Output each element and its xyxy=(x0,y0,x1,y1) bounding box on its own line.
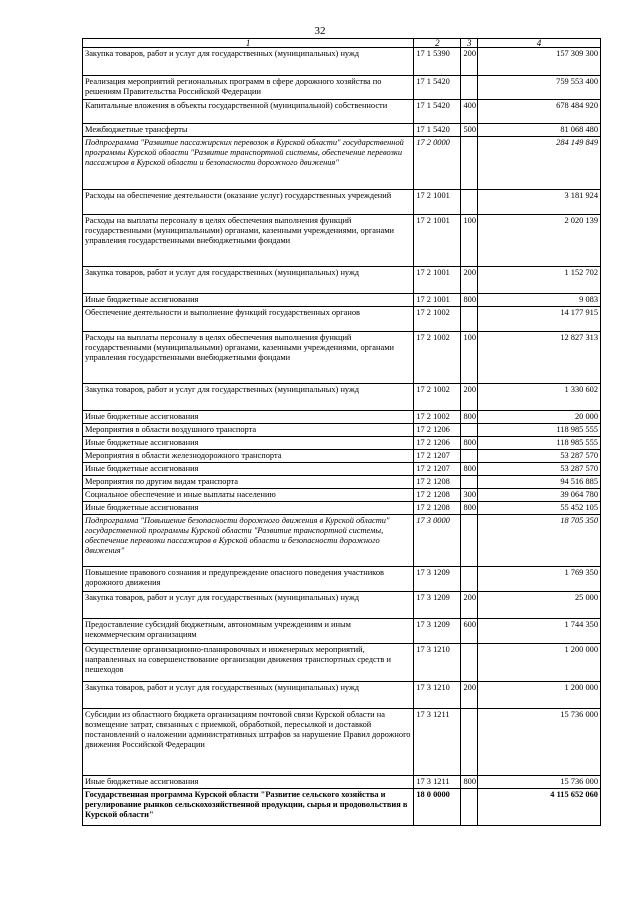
row-code-cell: 17 2 1208 xyxy=(414,502,461,515)
row-name-cell: Повышение правового сознания и предупреждение опасного поведения участников дорожного движения xyxy=(83,567,414,592)
row-expense-type-cell: 400 xyxy=(461,100,477,124)
header-col-1: 1 xyxy=(83,39,414,48)
table-row xyxy=(83,411,601,424)
row-code-cell: 17 3 1209 xyxy=(414,619,461,644)
row-name-cell: Субсидии из областного бюджета организациям почтовой связи Курской области на возмещение затрат, связанных с приемкой, обработкой, пересылкой и доставкой постановлений о наложении административных штрафов за нарушение Правил дорожного движения Российской Федерации xyxy=(83,709,414,776)
row-code-cell: 17 2 1001 xyxy=(414,190,461,215)
table-row xyxy=(83,294,601,307)
row-code-cell: 17 2 1207 xyxy=(414,463,461,476)
row-name-cell: Социальное обеспечение и иные выплаты населению xyxy=(83,489,414,502)
row-code-cell: 17 3 1209 xyxy=(414,592,461,619)
row-code-cell: 17 1 5420 xyxy=(414,100,461,124)
row-expense-type-cell: 200 xyxy=(461,384,477,411)
row-amount-cell: 25 000 xyxy=(477,592,600,619)
row-code-cell: 17 2 1002 xyxy=(414,307,461,332)
row-amount-cell: 53 287 570 xyxy=(477,450,600,463)
table-row xyxy=(83,190,601,215)
table-row xyxy=(83,502,601,515)
page-number: 32 xyxy=(314,25,326,37)
row-amount-cell: 1 744 350 xyxy=(477,619,600,644)
row-code-cell: 17 2 1002 xyxy=(414,332,461,384)
table-row xyxy=(83,489,601,502)
header-col-4: 4 xyxy=(477,39,600,48)
table-row xyxy=(83,76,601,100)
row-name-cell: Мероприятия в области железнодорожного транспорта xyxy=(83,450,414,463)
row-expense-type-cell: 800 xyxy=(461,502,477,515)
row-code-cell: 17 2 1206 xyxy=(414,424,461,437)
row-expense-type-cell xyxy=(461,137,477,190)
table-row xyxy=(83,48,601,76)
row-name-cell: Закупка товаров, работ и услуг для государственных (муниципальных) нужд xyxy=(83,48,414,76)
row-expense-type-cell xyxy=(461,190,477,215)
row-code-cell: 17 3 1211 xyxy=(414,709,461,776)
row-code-cell: 17 1 5420 xyxy=(414,76,461,100)
row-code-cell: 17 3 1211 xyxy=(414,776,461,789)
row-code-cell: 17 2 1208 xyxy=(414,489,461,502)
row-expense-type-cell: 200 xyxy=(461,682,477,709)
row-code-cell: 17 3 0000 xyxy=(414,515,461,567)
row-code-cell: 17 2 1001 xyxy=(414,294,461,307)
row-amount-cell: 94 516 885 xyxy=(477,476,600,489)
budget-table xyxy=(82,38,601,826)
row-code-cell: 17 2 1207 xyxy=(414,450,461,463)
row-name-cell: Предоставление субсидий бюджетным, автономным учреждениям и иным некоммерческим организациям xyxy=(83,619,414,644)
row-expense-type-cell: 800 xyxy=(461,411,477,424)
row-amount-cell: 118 985 555 xyxy=(477,437,600,450)
table-row xyxy=(83,124,601,137)
table-row xyxy=(83,567,601,592)
row-name-cell: Расходы на обеспечение деятельности (оказание услуг) государственных учреждений xyxy=(83,190,414,215)
row-name-cell: Закупка товаров, работ и услуг для государственных (муниципальных) нужд xyxy=(83,384,414,411)
row-name-cell: Иные бюджетные ассигнования xyxy=(83,463,414,476)
row-expense-type-cell xyxy=(461,76,477,100)
row-amount-cell: 2 020 139 xyxy=(477,215,600,267)
row-expense-type-cell: 100 xyxy=(461,332,477,384)
row-name-cell: Осуществление организационно-планировочных и инженерных мероприятий, направленных на совершенствование организации движения транспортных средств и пешеходов xyxy=(83,644,414,682)
row-amount-cell: 15 736 000 xyxy=(477,776,600,789)
row-name-cell: Иные бюджетные ассигнования xyxy=(83,411,414,424)
row-amount-cell: 118 985 555 xyxy=(477,424,600,437)
row-code-cell: 17 2 1002 xyxy=(414,384,461,411)
row-code-cell: 17 2 1002 xyxy=(414,411,461,424)
row-expense-type-cell xyxy=(461,476,477,489)
row-expense-type-cell: 200 xyxy=(461,48,477,76)
table-row xyxy=(83,332,601,384)
row-name-cell: Иные бюджетные ассигнования xyxy=(83,776,414,789)
row-name-cell: Закупка товаров, работ и услуг для государственных (муниципальных) нужд xyxy=(83,267,414,294)
row-code-cell: 17 1 5420 xyxy=(414,124,461,137)
row-name-cell: Реализация мероприятий региональных программ в сфере дорожного хозяйства по решениям Правительства Российской Федерации xyxy=(83,76,414,100)
table-row xyxy=(83,307,601,332)
table-row xyxy=(83,463,601,476)
row-name-cell: Межбюджетные трансферты xyxy=(83,124,414,137)
row-amount-cell: 14 177 915 xyxy=(477,307,600,332)
row-name-cell: Иные бюджетные ассигнования xyxy=(83,502,414,515)
table-row xyxy=(83,100,601,124)
row-expense-type-cell xyxy=(461,515,477,567)
row-name-cell: Иные бюджетные ассигнования xyxy=(83,294,414,307)
row-name-cell: Закупка товаров, работ и услуг для государственных (муниципальных) нужд xyxy=(83,592,414,619)
row-name-cell: Расходы на выплаты персоналу в целях обеспечения выполнения функций государственными (муниципальными) органами, казенными учреждениями, органами управления государственными внебюджетными фондами xyxy=(83,332,414,384)
row-code-cell: 17 1 5390 xyxy=(414,48,461,76)
row-code-cell: 17 3 1210 xyxy=(414,682,461,709)
row-expense-type-cell: 300 xyxy=(461,489,477,502)
header-col-3: 3 xyxy=(461,39,477,48)
row-name-cell: Государственная программа Курской области "Развитие сельского хозяйства и регулирование рынков сельскохозяйственной продукции, сырья и продовольствия в Курской области" xyxy=(83,789,414,826)
row-expense-type-cell: 800 xyxy=(461,437,477,450)
row-name-cell: Подпрограмма "Развитие пассажирских перевозок в Курской области" государственной программы Курской области "Развитие транспортной системы, обеспечение перевозки пассажиров в Курской области и безопасности дорожного движения" xyxy=(83,137,414,190)
row-expense-type-cell xyxy=(461,307,477,332)
table-row xyxy=(83,709,601,776)
table-row xyxy=(83,592,601,619)
row-amount-cell: 759 553 400 xyxy=(477,76,600,100)
row-amount-cell: 39 064 780 xyxy=(477,489,600,502)
row-amount-cell: 1 769 350 xyxy=(477,567,600,592)
row-expense-type-cell: 100 xyxy=(461,215,477,267)
row-amount-cell: 157 309 300 xyxy=(477,48,600,76)
row-name-cell: Расходы на выплаты персоналу в целях обеспечения выполнения функций государственными (муниципальными) органами, казенными учреждениями, органами управления государственными внебюджетными фондами xyxy=(83,215,414,267)
row-amount-cell: 81 068 480 xyxy=(477,124,600,137)
row-name-cell: Мероприятия в области воздушного транспорта xyxy=(83,424,414,437)
table-row xyxy=(83,789,601,826)
row-amount-cell: 9 083 xyxy=(477,294,600,307)
table-row xyxy=(83,450,601,463)
row-amount-cell: 12 827 313 xyxy=(477,332,600,384)
table-row xyxy=(83,515,601,567)
row-expense-type-cell: 800 xyxy=(461,463,477,476)
row-code-cell: 17 3 1210 xyxy=(414,644,461,682)
row-name-cell: Иные бюджетные ассигнования xyxy=(83,437,414,450)
row-expense-type-cell: 800 xyxy=(461,294,477,307)
row-amount-cell: 1 330 602 xyxy=(477,384,600,411)
row-expense-type-cell xyxy=(461,789,477,826)
row-expense-type-cell xyxy=(461,644,477,682)
table-row xyxy=(83,424,601,437)
row-code-cell: 18 0 0000 xyxy=(414,789,461,826)
row-amount-cell: 3 181 924 xyxy=(477,190,600,215)
row-expense-type-cell: 200 xyxy=(461,267,477,294)
row-name-cell: Обеспечение деятельности и выполнение функций государственных органов xyxy=(83,307,414,332)
row-expense-type-cell xyxy=(461,424,477,437)
row-name-cell: Капитальные вложения в объекты государственной (муниципальной) собственности xyxy=(83,100,414,124)
table-row xyxy=(83,476,601,489)
table-row xyxy=(83,644,601,682)
row-amount-cell: 53 287 570 xyxy=(477,463,600,476)
row-amount-cell: 1 200 000 xyxy=(477,682,600,709)
table-header-row xyxy=(83,39,601,48)
row-expense-type-cell xyxy=(461,567,477,592)
row-code-cell: 17 2 1001 xyxy=(414,267,461,294)
table-row xyxy=(83,776,601,789)
row-code-cell: 17 3 1209 xyxy=(414,567,461,592)
row-amount-cell: 284 149 849 xyxy=(477,137,600,190)
row-amount-cell: 20 000 xyxy=(477,411,600,424)
table-row xyxy=(83,215,601,267)
row-expense-type-cell xyxy=(461,709,477,776)
row-expense-type-cell: 500 xyxy=(461,124,477,137)
row-name-cell: Мероприятия по другим видам транспорта xyxy=(83,476,414,489)
table-row xyxy=(83,682,601,709)
row-amount-cell: 1 200 000 xyxy=(477,644,600,682)
table-row xyxy=(83,384,601,411)
row-expense-type-cell: 600 xyxy=(461,619,477,644)
row-name-cell: Закупка товаров, работ и услуг для государственных (муниципальных) нужд xyxy=(83,682,414,709)
row-expense-type-cell: 200 xyxy=(461,592,477,619)
row-amount-cell: 678 484 920 xyxy=(477,100,600,124)
row-amount-cell: 55 452 105 xyxy=(477,502,600,515)
row-code-cell: 17 2 1001 xyxy=(414,215,461,267)
row-expense-type-cell xyxy=(461,450,477,463)
row-code-cell: 17 2 1206 xyxy=(414,437,461,450)
row-amount-cell: 4 115 652 060 xyxy=(477,789,600,826)
row-code-cell: 17 2 1208 xyxy=(414,476,461,489)
row-amount-cell: 1 152 702 xyxy=(477,267,600,294)
row-amount-cell: 15 736 000 xyxy=(477,709,600,776)
header-col-2: 2 xyxy=(414,39,461,48)
table-row xyxy=(83,619,601,644)
row-code-cell: 17 2 0000 xyxy=(414,137,461,190)
table-row xyxy=(83,437,601,450)
row-amount-cell: 18 705 350 xyxy=(477,515,600,567)
table-row xyxy=(83,267,601,294)
table-row xyxy=(83,137,601,190)
row-expense-type-cell: 800 xyxy=(461,776,477,789)
row-name-cell: Подпрограмма "Повышение безопасности дорожного движения в Курской области" государственной программы Курской области "Развитие транспортной системы, обеспечение перевозки пассажиров в Курской области и безопасности дорожного движения" xyxy=(83,515,414,567)
